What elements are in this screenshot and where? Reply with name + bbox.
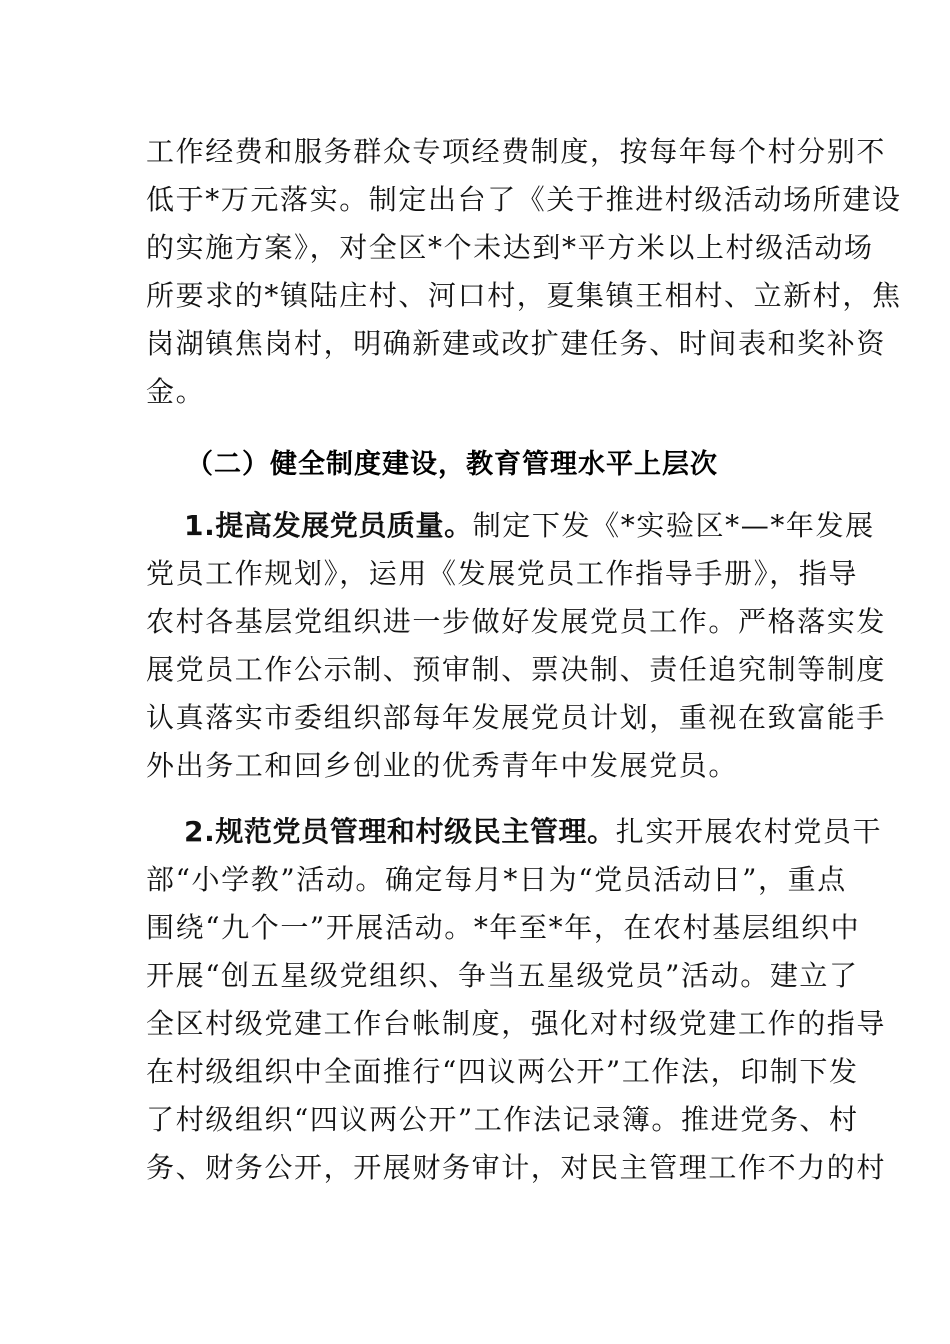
paragraph-funding-and-venues bbox=[146, 128, 902, 416]
text-line: 外出务工和回乡创业的优秀青年中发展党员。 bbox=[146, 749, 739, 782]
text-line: 岗湖镇焦岗村，明确新建或改扩建任务、时间表和奖补资 bbox=[146, 327, 887, 360]
text-line: 展党员工作公示制、预审制、票决制、责任追究制等制度 bbox=[146, 653, 887, 686]
text-line: 农村各基层党组织进一步做好发展党员工作。严格落实发 bbox=[146, 605, 887, 638]
text-line: 全区村级党建工作台帐制度，强化对村级党建工作的指导 bbox=[146, 1007, 887, 1040]
text-line: 所要求的*镇陆庄村、河口村，夏集镇王相村、立新村，焦 bbox=[146, 279, 902, 312]
text-line: 开展“创五星级党组织、争当五星级党员”活动。建立了 bbox=[146, 959, 859, 992]
text-line: 了村级组织“四议两公开”工作法记录簿。推进党务、村 bbox=[146, 1103, 859, 1136]
text-line: 认真落实市委组织部每年发展党员计划，重视在致富能手 bbox=[146, 701, 887, 734]
item-first-line-text: 制定下发《*实验区*—*年发展 bbox=[472, 509, 875, 542]
text-line: 党员工作规划》，运用《发展党员工作指导手册》，指导 bbox=[146, 557, 859, 590]
text-line: 务、财务公开，开展财务审计，对民主管理工作不力的村 bbox=[146, 1151, 887, 1184]
text-line: 的实施方案》，对全区*个未达到*平方米以上村级活动场 bbox=[146, 231, 874, 264]
text-line: 工作经费和服务群众专项经费制度，按每年每个村分别不 bbox=[146, 135, 887, 168]
item-lead-title: 2.规范党员管理和村级民主管理。 bbox=[184, 815, 616, 848]
item-lead-title: 1.提高发展党员质量。 bbox=[184, 509, 473, 542]
text-line: 金。 bbox=[146, 375, 206, 408]
text-line: 低于*万元落实。制定出台了《关于推进村级活动场所建设 bbox=[146, 183, 902, 216]
text-line: 部“小学教”活动。确定每月*日为“党员活动日”，重点 bbox=[146, 863, 847, 896]
text-line-first bbox=[146, 502, 875, 550]
paragraph-member-and-village-management bbox=[146, 808, 887, 1192]
text-line-first bbox=[146, 808, 883, 856]
item-first-line-text: 扎实开展农村党员干 bbox=[615, 815, 883, 848]
section-heading: （二）健全制度建设，教育管理水平上层次 bbox=[186, 449, 718, 480]
text-line: 围绕“九个一”开展活动。*年至*年，在农村基层组织中 bbox=[146, 911, 861, 944]
text-line: 在村级组织中全面推行“四议两公开”工作法，印制下发 bbox=[146, 1055, 859, 1088]
paragraph-party-member-quality bbox=[146, 502, 887, 790]
